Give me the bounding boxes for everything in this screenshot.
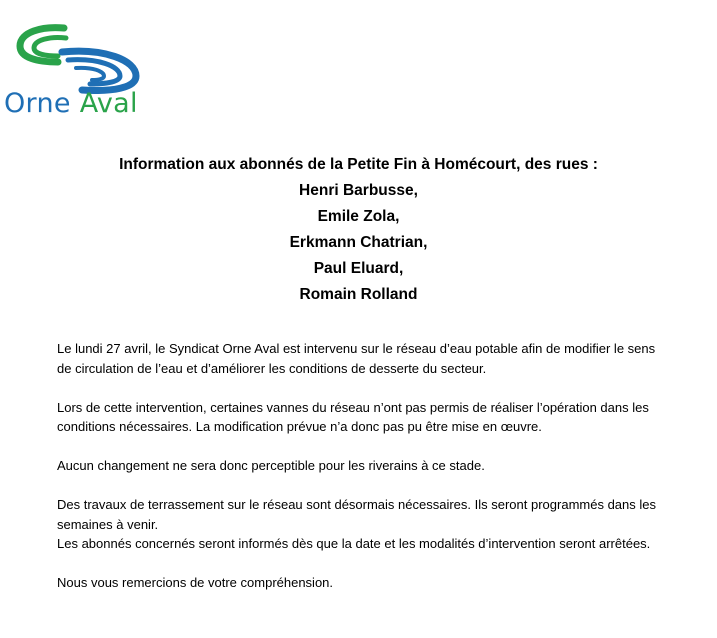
title-line-street: Emile Zola,	[317, 208, 400, 225]
orne-aval-logo-mark-icon	[12, 22, 140, 94]
notice-body	[57, 339, 677, 612]
paragraph-line: semaines à venir.	[57, 516, 159, 532]
logo-word-aval: Aval	[79, 88, 138, 119]
paragraph-line: Nous vous remercions de votre compréhension.	[57, 575, 334, 590]
logo-wordmark	[4, 88, 138, 119]
title-line-street: Erkmann Chatrian,	[289, 234, 428, 251]
title-line-intro: Information aux abonnés de la Petite Fin à Homécourt, des rues :	[119, 156, 598, 173]
paragraph-intervention	[57, 339, 677, 378]
paragraph-line: Le lundi 27 avril, le Syndicat Orne Aval est intervenu sur le réseau d’eau potable afin de modifier le sens	[57, 341, 656, 356]
paragraph-thanks	[57, 573, 677, 593]
orne-aval-logo	[4, 22, 149, 122]
title-line-street: Romain Rolland	[299, 286, 418, 303]
paragraph-works	[57, 495, 677, 554]
title-line-street: Paul Eluard,	[313, 260, 404, 277]
paragraph-line: Des travaux de terrassement sur le réseau sont désormais nécessaires. Ils seront programmés dans les	[57, 497, 656, 512]
notice-title	[0, 152, 717, 308]
paragraph-valves	[57, 398, 677, 437]
paragraph-line: Les abonnés concernés seront informés dès que la date et les modalités d’intervention seront arrêtées.	[57, 536, 651, 551]
logo-word-orne: Orne	[4, 88, 71, 119]
title-line-street: Henri Barbusse,	[299, 182, 418, 199]
paragraph-line: de circulation de l’eau et d’améliorer les conditions de desserte du secteur.	[57, 360, 487, 376]
paragraph-line: conditions nécessaires. La modification prévue n’a donc pas pu être mise en œuvre.	[57, 419, 542, 434]
paragraph-line: Aucun changement ne sera donc perceptible pour les riverains à ce stade.	[57, 458, 485, 473]
paragraph-line: Lors de cette intervention, certaines vannes du réseau n’ont pas permis de réaliser l’opération dans les	[57, 399, 649, 415]
paragraph-no-change	[57, 456, 677, 476]
